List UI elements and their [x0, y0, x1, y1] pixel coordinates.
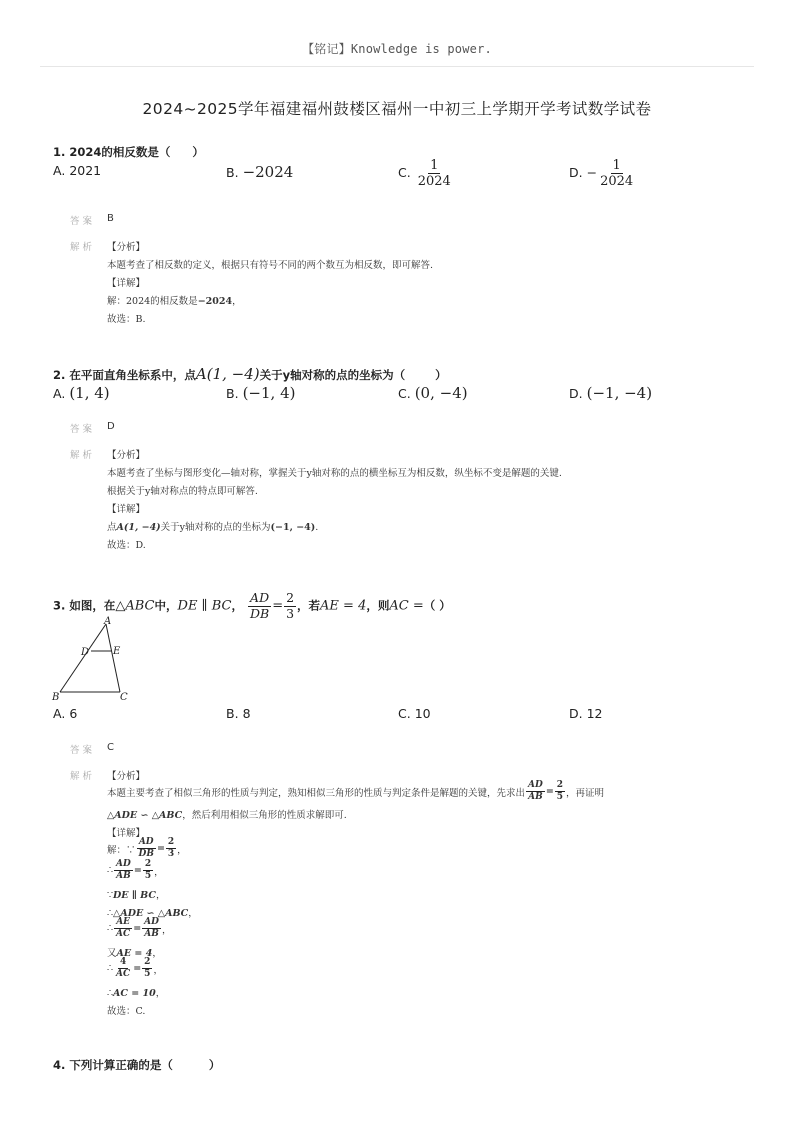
q1-stem-text: 1. 2024的相反数是（ [53, 145, 171, 159]
q1-option-b: B. −2024 [226, 163, 294, 181]
header-divider [40, 66, 754, 67]
q2-option-c: C. (0, −4) [398, 384, 468, 402]
q2-option-b: B. (−1, 4) [226, 384, 296, 402]
q3-step-2: ∴ $\frac{AD}{AB}$ = $\frac{2}{5}$ ， [107, 859, 164, 881]
q2-ex-text-2: 根据关于y轴对称点的特点即可解答. [107, 486, 258, 497]
q3-ex-choice: 故选：C. [107, 1006, 146, 1017]
q3-ex-detail-head: 【详解】 [107, 828, 146, 839]
header-motto: 【铭记】Knowledge is power. [302, 42, 492, 56]
q2-ex-detail-head: 【详解】 [107, 504, 146, 515]
q1-ex-solution: 解：2024的相反数是−2024， [107, 296, 242, 307]
q1-ex-text: 本题考查了相反数的定义，根据只有符号不同的两个数互为相反数，即可解答. [107, 260, 434, 271]
point-d-label: D [81, 647, 90, 658]
question-1-stem [53, 144, 204, 160]
q1-analysis-label: 解析 [70, 242, 96, 253]
vertex-a-label: A [104, 616, 112, 627]
q3-triangle-figure [50, 614, 140, 704]
q2-ex-text: 本题考查了坐标与图形变化—轴对称，掌握关于y轴对称的点的横坐标互为相反数，纵坐标不变是解题的关键. [107, 468, 562, 479]
q1-answer-label: 答案 [70, 216, 96, 227]
q3-option-d: D. 12 [569, 706, 603, 721]
q3-step-1: 解：∵ $\frac{AD}{DB}$ = $\frac{2}{3}$ ， [107, 837, 187, 859]
q2-ex-analysis-head: 【分析】 [107, 450, 146, 461]
q3-option-a: A. 6 [53, 706, 78, 721]
q2-ex-solution: 点A(1, −4)关于y轴对称的点的坐标为(−1, −4). [107, 522, 319, 533]
q3-step-7: ∴ $\frac{4}{AC}$ = $\frac{2}{5}$ ， [107, 957, 163, 979]
side-ab [60, 624, 106, 692]
q3-option-c: C. 10 [398, 706, 431, 721]
q1-option-a: A. 2021 [53, 163, 102, 178]
vertex-c-label: C [120, 692, 128, 703]
q1-ex-analysis-head: 【分析】 [107, 242, 146, 253]
q3-answer: C [107, 742, 114, 753]
q2-option-a: A. (1, 4) [53, 384, 110, 402]
q2-answer: D [107, 421, 115, 432]
q2-ex-choice: 故选：D. [107, 540, 146, 551]
q3-option-b: B. 8 [226, 706, 251, 721]
point-e-label: E [113, 646, 121, 657]
q3-step-6: 又AE = 4， [107, 948, 162, 959]
q2-option-d: D. (−1, −4) [569, 384, 653, 402]
q1-option-c: C. $\frac{1}{2024}$ [398, 158, 451, 189]
q3-step-4: ∴△ADE ∽ △ABC， [107, 908, 198, 919]
q3-step-3: ∵DE ∥ BC， [107, 890, 166, 901]
q1-option-d: D. − $\frac{1}{2024}$ [569, 158, 634, 189]
q3-analysis-label: 解析 [70, 771, 96, 782]
side-ac [106, 624, 120, 692]
q1-ex-detail-head: 【详解】 [107, 278, 146, 289]
q2-analysis-label: 解析 [70, 450, 96, 461]
q3-ex-text: 本题主要考查了相似三角形的性质与判定，熟知相似三角形的性质与判定条件是解题的关键，先求出 $\frac{AD}{AB}$ = $\frac{2}{5}$ ，再证明 [107, 780, 605, 802]
page-title: 2024~2025学年福建福州鼓楼区福州一中初三上学期开学考试数学试卷 [142, 100, 652, 118]
q3-ex-text-2: △ADE ∽ △ABC，然后利用相似三角形的性质求解即可. [107, 810, 347, 821]
q3-ex-analysis-head: 【分析】 [107, 771, 146, 782]
question-4-stem: 4. 下列计算正确的是（ ） [53, 1058, 221, 1072]
q3-step-8: ∴AC = 10， [107, 988, 166, 999]
q1-ex-choice: 故选：B. [107, 314, 146, 325]
q2-answer-label: 答案 [70, 424, 96, 435]
q3-answer-label: 答案 [70, 745, 96, 756]
q1-stem-paren: ） [192, 145, 204, 159]
q3-step-5: ∴ $\frac{AE}{AC}$ = $\frac{AD}{AB}$ ， [107, 917, 172, 939]
question-2-stem: 2. 在平面直角坐标系中，点A(1, −4)关于y轴对称的点的坐标为（ ） [53, 365, 447, 383]
question-3-stem: 3. 如图，在△ABC中，DE ∥ BC， $\frac{AD}{DB}$ = $\frac{2}{3}$ ，若AE = 4，则AC =（ ） [53, 590, 451, 621]
vertex-b-label: B [52, 692, 60, 703]
q1-answer: B [107, 213, 114, 224]
